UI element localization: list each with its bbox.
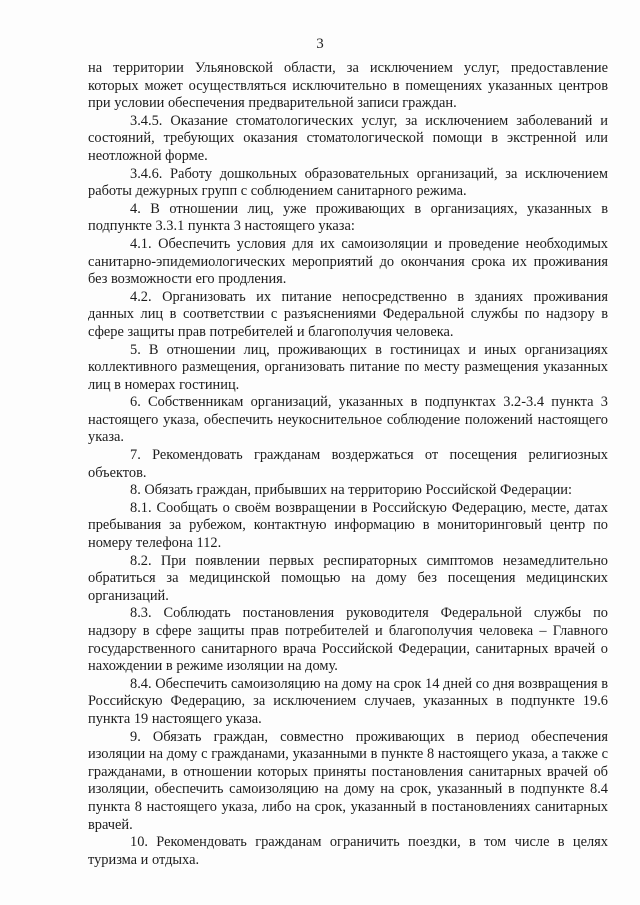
document-body	[88, 60, 608, 869]
paragraph-3-4-5: 3.4.5. Оказание стоматологических услуг, за исключением заболеваний и состояний, требующих оказания стоматологической помощи в экстренной или неотложной форме.	[88, 112, 608, 164]
page-number: 3	[316, 36, 324, 52]
paragraph-4-1: 4.1. Обеспечить условия для их самоизоляции и проведение необходимых санитарно-эпидемиологических мероприятий до окончания срока их проживания без возможности его продления.	[88, 235, 608, 288]
paragraph-6: 6. Собственникам организаций, указанных в подпунктах 3.2-3.4 пункта 3 настоящего указа, обеспечить неукоснительное соблюдение положений настоящего указа.	[88, 394, 608, 446]
paragraph-10: 10. Рекомендовать гражданам ограничить поездки, в том числе в целях туризма и отдыха.	[88, 834, 608, 868]
paragraph-4: 4. В отношении лиц, уже проживающих в организациях, указанных в подпункте 3.3.1 пункта 3 настоящего указа:	[88, 200, 608, 235]
paragraph-8: 8. Обязать граждан, прибывших на территорию Российской Федерации:	[130, 482, 572, 499]
paragraph-8-3: 8.3. Соблюдать постановления руководителя Федеральной службы по надзору в сфере защиты прав потребителей и благополучия человека – Главного государственного санитарного врача Российской Федерации, санитарных врачей о нахождении в режиме изоляции на дому.	[88, 605, 608, 675]
paragraph-8-2: 8.2. При появлении первых респираторных симптомов незамедлительно обратиться за медицинской помощью на дому без посещения медицинских организаций.	[88, 552, 608, 604]
paragraph-9: 9. Обязать граждан, совместно проживающих в период обеспечения изоляции на дому с гражданами, указанными в пункте 8 настоящего указа, а также с гражданами, в отношении которых приняты постановления санитарных врачей об изоляции, обеспечить самоизоляцию на дому на срок, указанный в подпункте 8.4 пункта 8 настоящего указа, либо на срок, указанный в постановлениях санитарных врачей.	[88, 728, 608, 833]
paragraph-5: 5. В отношении лиц, проживающих в гостиницах и иных организациях коллективного размещения, организовать питание по месту размещения указанных лиц в номерах гостиниц.	[88, 341, 608, 393]
paragraph-7: 7. Рекомендовать гражданам воздержаться от посещения религиозных объектов.	[88, 447, 608, 481]
paragraph-3-4-6: 3.4.6. Работу дошкольных образовательных организаций, за исключением работы дежурных групп с соблюдением санитарного режима.	[88, 165, 608, 200]
paragraph-8-4: 8.4. Обеспечить самоизоляцию на дому на срок 14 дней со дня возвращения в Российскую Федерацию, за исключением случаев, указанных в подпункте 19.6 пункта 19 настоящего указа.	[88, 675, 608, 727]
paragraph-4-2: 4.2. Организовать их питание непосредственно в зданиях проживания данных лиц в соответствии с разъяснениями Федеральной службы по надзору в сфере защиты прав потребителей и благополучия человека.	[88, 288, 608, 340]
paragraph-continuation: на территории Ульяновской области, за исключением услуг, предоставление которых может осуществляться исключительно в помещениях указанных центров при условии обеспечения предварительной записи граждан.	[88, 60, 608, 112]
paragraph-8-1: 8.1. Сообщать о своём возвращении в Российскую Федерацию, месте, датах пребывания за рубежом, контактную информацию в мониторинговый центр по номеру телефона 112.	[88, 499, 608, 552]
